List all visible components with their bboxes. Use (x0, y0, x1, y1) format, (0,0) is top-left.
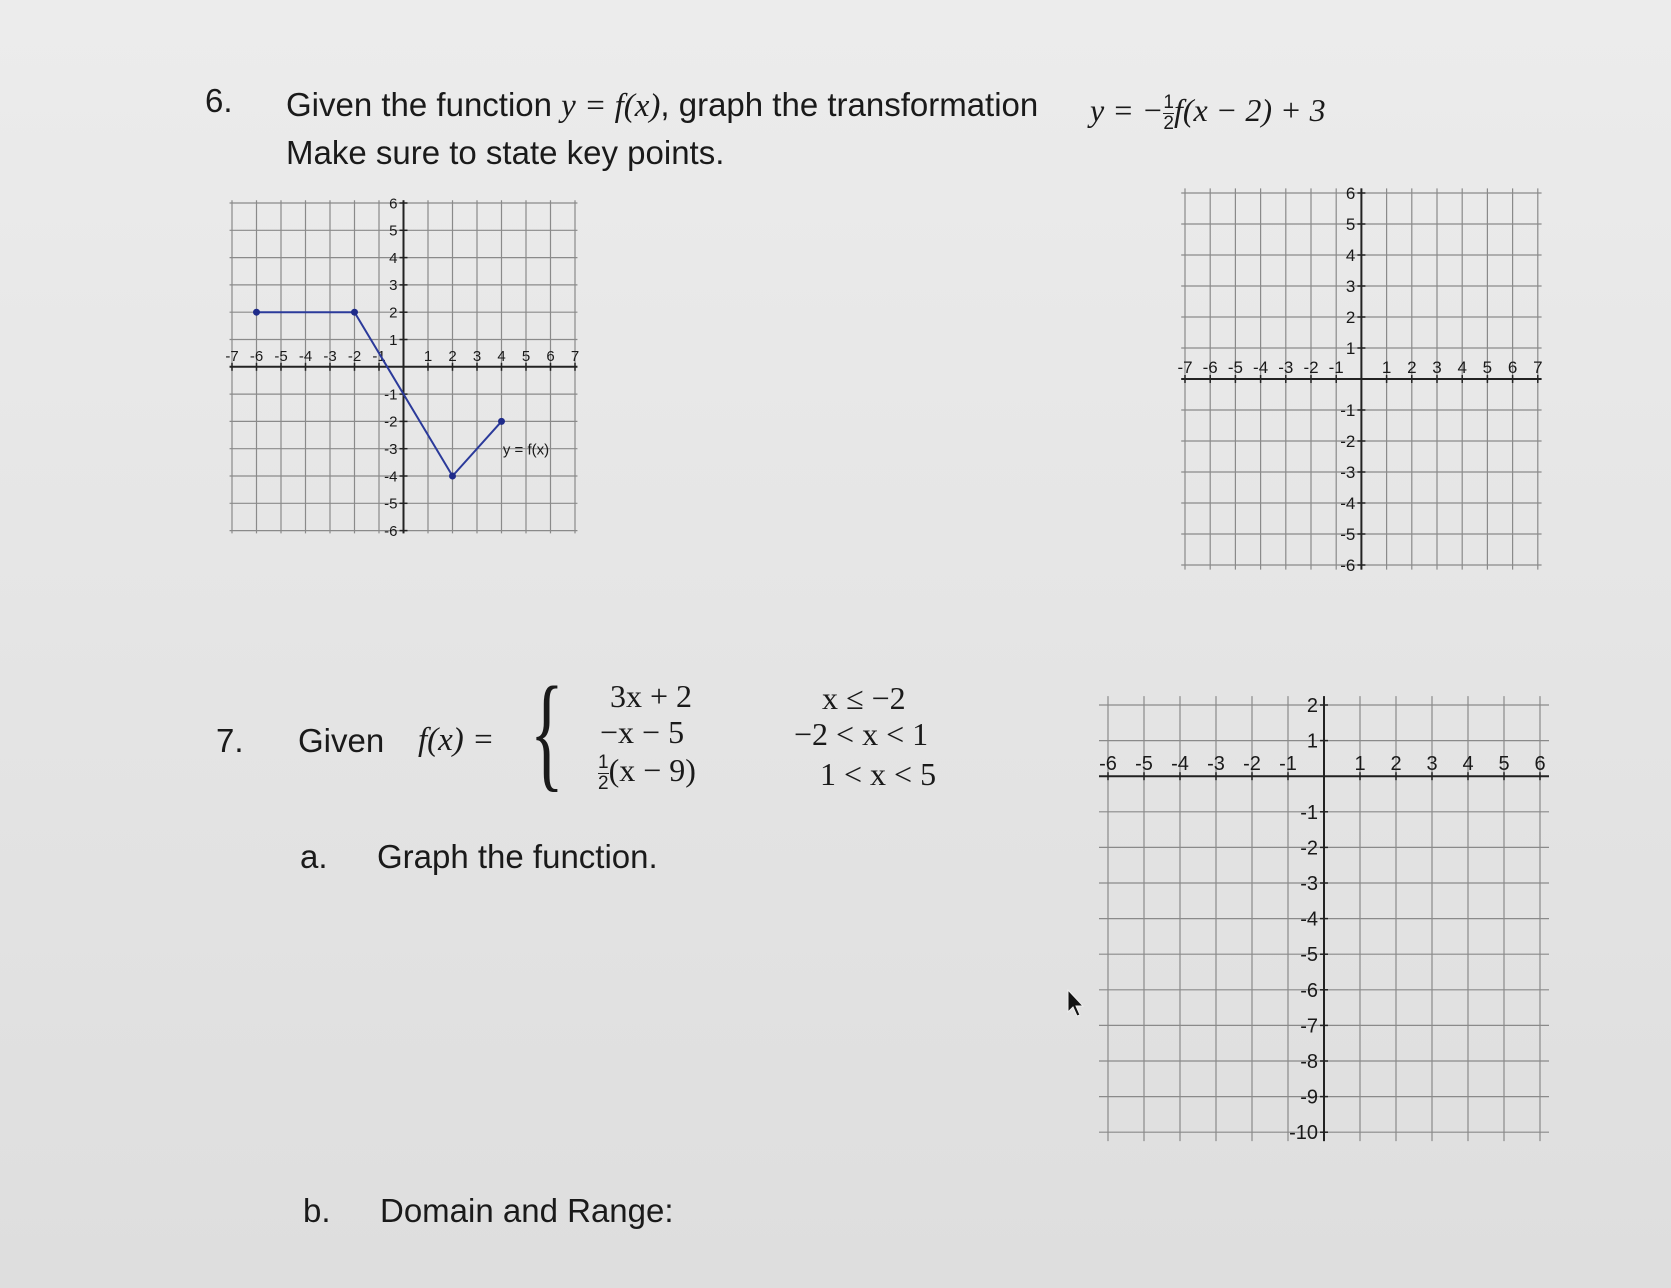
piece-1-condition: x ≤ −2 (822, 680, 906, 716)
y-tick-label: 1 (1306, 730, 1318, 753)
problem-7-number: 7. (216, 722, 244, 759)
y-tick-label: -8 (1300, 1051, 1318, 1073)
problem-6-number: 6. (205, 82, 233, 119)
x-tick-label: 7 (1533, 358, 1543, 377)
x-tick-label: 2 (1390, 753, 1402, 776)
y-tick-label: -1 (1340, 400, 1356, 420)
x-tick-label: -2 (1243, 753, 1261, 776)
curve-label: y = f(x) (502, 441, 550, 459)
x-tick-label: -3 (323, 347, 337, 365)
y-tick-label: 6 (389, 195, 398, 213)
x-tick-label: 3 (472, 347, 482, 365)
y-tick-label: 4 (1345, 245, 1356, 265)
y-tick-label: 2 (1306, 695, 1318, 717)
piece-2-condition: −2 < x < 1 (794, 716, 929, 752)
piece-3-frac-den: 2 (598, 773, 609, 795)
y-tick-label: -5 (384, 495, 398, 513)
y-tick-label: -6 (1300, 979, 1318, 1002)
x-tick-label: 6 (1507, 358, 1518, 377)
key-point (449, 473, 456, 480)
x-tick-label: -7 (1177, 358, 1193, 377)
x-tick-label: -5 (1227, 358, 1243, 377)
y-tick-label: -4 (1340, 493, 1356, 513)
y-tick-label: -4 (384, 468, 398, 486)
x-tick-label: 4 (497, 347, 506, 365)
problem-7-fx: f(x) = (418, 722, 495, 758)
y-tick-label: -5 (1300, 944, 1318, 967)
y-tick-label: 3 (389, 277, 398, 295)
x-tick-label: -6 (249, 347, 264, 365)
transform-frac-den: 2 (1163, 113, 1174, 135)
y-tick-label: -3 (1340, 462, 1356, 482)
y-tick-label: 2 (389, 304, 398, 322)
x-tick-label: 5 (521, 347, 531, 365)
x-tick-label: 3 (1432, 358, 1442, 377)
piecewise-brace: { (530, 661, 564, 803)
part-b-text: Domain and Range: (380, 1192, 674, 1229)
problem-7-given: Given (298, 722, 385, 759)
y-tick-label: 3 (1345, 276, 1356, 296)
y-tick-label: -4 (1300, 908, 1318, 931)
x-tick-label: 1 (423, 347, 433, 365)
x-tick-label: 4 (1462, 753, 1474, 776)
y-tick-label: -1 (1300, 801, 1318, 824)
y-tick-label: -7 (1300, 1015, 1318, 1038)
y-tick-label: -3 (1300, 873, 1318, 895)
y-tick-label: -6 (1340, 555, 1356, 575)
y-tick-label: -2 (1340, 431, 1356, 451)
y-tick-label: -5 (1340, 524, 1356, 544)
x-tick-label: 5 (1498, 753, 1510, 776)
x-tick-label: 1 (1354, 753, 1366, 776)
x-tick-label: -3 (1207, 753, 1225, 776)
x-tick-label: 6 (546, 347, 555, 365)
x-tick-label: 7 (570, 347, 580, 365)
y-tick-label: -2 (1300, 837, 1318, 860)
y-tick-label: 1 (1345, 338, 1356, 358)
x-tick-label: -1 (1279, 753, 1297, 776)
x-tick-label: -1 (1328, 358, 1344, 377)
x-tick-label: -6 (1099, 753, 1117, 776)
x-tick-label: 3 (1426, 753, 1438, 776)
problem-6-transformation (1090, 92, 1326, 134)
x-tick-label: -2 (1303, 358, 1319, 377)
piece-2-expression: −x − 5 (600, 714, 685, 750)
x-tick-label: -7 (225, 347, 239, 365)
y-tick-label: 2 (1345, 307, 1356, 327)
piece-3-expr: (x − 9) (608, 752, 696, 788)
y-tick-label: -1 (384, 386, 398, 404)
transform-fraction (1163, 93, 1174, 134)
y-tick-label: -9 (1300, 1086, 1318, 1109)
problem-6-mid: , graph the transformation (660, 86, 1039, 123)
y-tick-label: -2 (384, 413, 398, 431)
x-tick-label: 5 (1482, 358, 1493, 377)
piece-3-condition: 1 < x < 5 (820, 756, 937, 792)
piece-1-expression: 3x + 2 (610, 678, 693, 714)
x-tick-label: -5 (1135, 753, 1153, 776)
x-tick-label: 6 (1534, 753, 1546, 776)
problem-6-intro: Given the function (286, 86, 552, 123)
x-tick-label: -4 (298, 347, 313, 365)
piece-3-frac-num: 1 (598, 752, 609, 774)
problem-6-function: y = f(x) (561, 88, 661, 124)
y-tick-label: 6 (1345, 183, 1356, 203)
problem-6-instruction: Make sure to state key points. (286, 134, 725, 171)
y-tick-label: 4 (389, 249, 398, 267)
x-tick-label: -1 (372, 347, 386, 365)
x-tick-label: -4 (1171, 753, 1189, 776)
x-tick-label: 2 (448, 347, 457, 365)
x-tick-label: -5 (274, 347, 288, 365)
part-a-label: a. (300, 838, 328, 875)
key-point (351, 309, 358, 316)
key-point (253, 309, 260, 316)
y-tick-label: -10 (1289, 1122, 1318, 1145)
part-b-label: b. (303, 1192, 331, 1229)
y-tick-label: 1 (389, 331, 398, 349)
piece-3-expression (598, 752, 696, 794)
x-tick-label: 4 (1457, 358, 1467, 377)
transform-lhs: y = − (1090, 92, 1164, 128)
problem-6-statement (286, 86, 1038, 125)
x-tick-label: -4 (1253, 358, 1269, 377)
transform-frac-num: 1 (1163, 92, 1174, 114)
x-tick-label: 1 (1381, 358, 1392, 377)
x-tick-label: -2 (347, 347, 362, 365)
given-function-graph (205, 195, 580, 555)
x-tick-label: -3 (1278, 358, 1294, 377)
y-tick-label: -6 (384, 522, 398, 540)
answer-graph-problem-6[interactable] (1155, 185, 1560, 580)
y-tick-label: 5 (389, 222, 398, 240)
part-a-text: Graph the function. (377, 838, 658, 875)
mouse-cursor-icon (1066, 988, 1086, 1018)
y-tick-label: 5 (1345, 214, 1356, 234)
x-tick-label: -6 (1202, 358, 1218, 377)
transform-rhs: f(x − 2) + 3 (1173, 92, 1326, 128)
y-tick-label: -3 (384, 440, 398, 458)
key-point (498, 418, 505, 425)
piece-3-fraction (598, 753, 609, 794)
x-tick-label: 2 (1407, 358, 1417, 377)
answer-graph-problem-7[interactable] (1080, 695, 1560, 1145)
